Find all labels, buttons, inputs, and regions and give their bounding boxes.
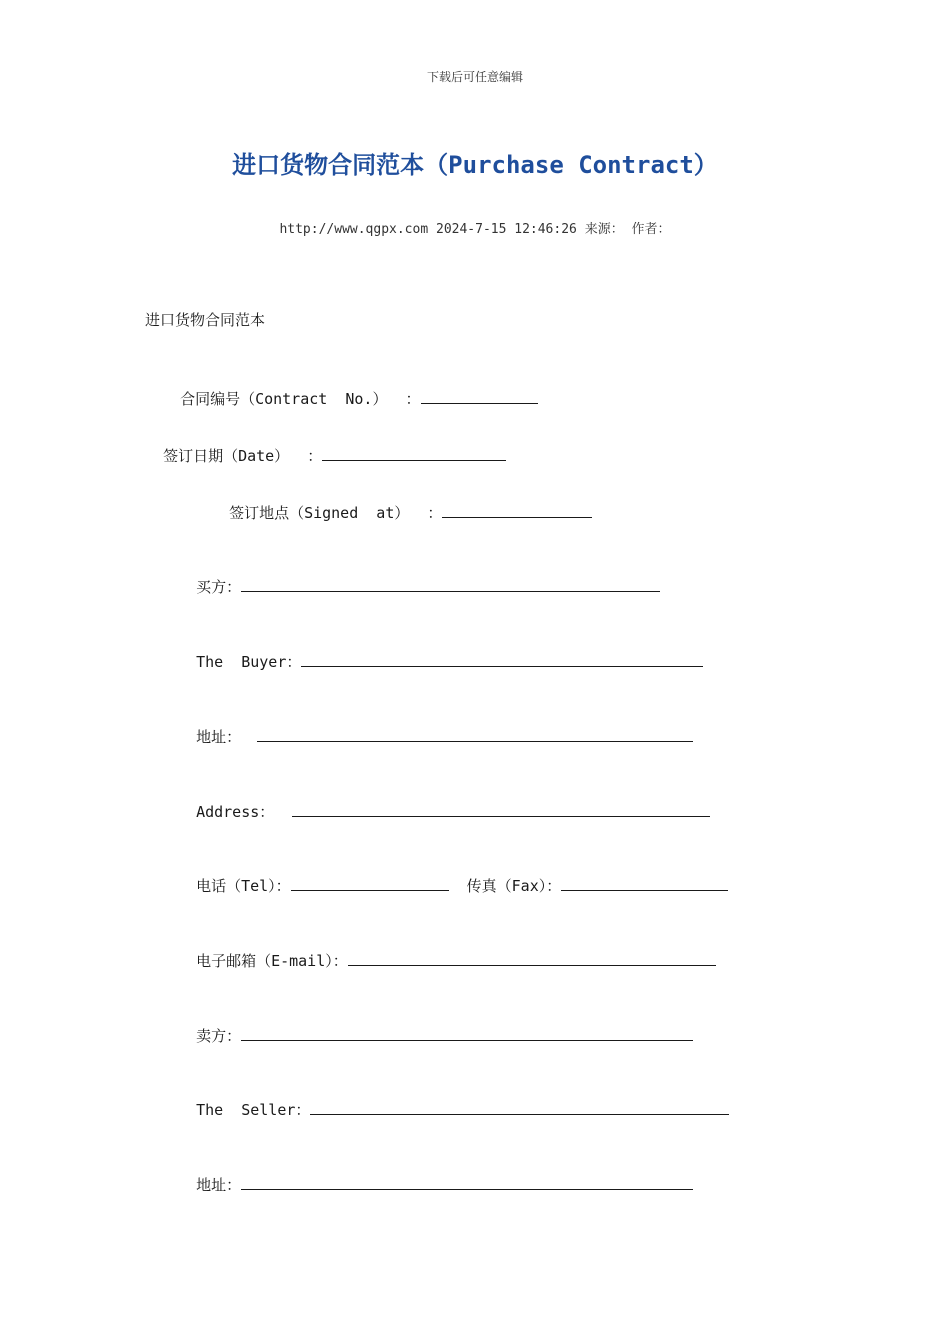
fax-label: 传真（Fax）： (466, 877, 562, 895)
seller-cn-label: 卖方： (196, 1027, 242, 1045)
email-label: 电子邮箱（E-mail）： (196, 952, 348, 970)
buyer-en-label: The Buyer： (196, 653, 302, 671)
buyer-address-en-field[interactable] (292, 800, 710, 817)
buyer-cn-row (178, 555, 660, 597)
signed-at-field[interactable] (442, 501, 592, 518)
contract-no-row (162, 367, 538, 409)
header-note: 下载后可任意编辑 (426, 70, 523, 84)
signed-at-row (211, 481, 592, 523)
date-label: 签订日期（Date） ： (163, 447, 323, 465)
date-row (145, 424, 506, 466)
seller-en-row (178, 1078, 729, 1120)
buyer-en-field[interactable] (301, 650, 703, 667)
signed-at-label: 签订地点（Signed at） ： (229, 504, 443, 522)
seller-address-cn-field[interactable] (241, 1173, 693, 1190)
buyer-address-en-row (178, 780, 710, 822)
contract-no-field[interactable] (421, 387, 538, 404)
buyer-address-cn-field[interactable] (257, 725, 693, 742)
fax-field[interactable] (561, 874, 728, 891)
buyer-address-cn-label: 地址： (196, 728, 242, 746)
date-field[interactable] (322, 444, 506, 461)
buyer-address-en-label: Address： (196, 803, 275, 821)
document-heading: 进口货物合同范本 (145, 311, 266, 329)
email-row (178, 929, 716, 971)
email-field[interactable] (348, 949, 716, 966)
source-meta: http://www.qgpx.com 2024-7-15 12:46:26 来源： 作者： (279, 222, 671, 237)
tel-label: 电话（Tel）： (196, 877, 291, 895)
page-title: 进口货物合同范本（Purchase Contract） (232, 151, 718, 179)
tel-field[interactable] (291, 874, 449, 891)
seller-en-label: The Seller： (196, 1101, 311, 1119)
buyer-cn-field[interactable] (241, 575, 660, 592)
seller-address-cn-row (178, 1153, 693, 1195)
buyer-en-row (178, 630, 703, 672)
seller-address-cn-label: 地址： (196, 1176, 242, 1194)
contract-no-label: 合同编号（Contract No.） ： (180, 390, 421, 408)
buyer-cn-label: 买方： (196, 578, 242, 596)
buyer-address-cn-row (178, 705, 693, 747)
seller-cn-row (178, 1004, 693, 1046)
seller-en-field[interactable] (310, 1098, 729, 1115)
seller-cn-field[interactable] (241, 1024, 693, 1041)
tel-fax-row (178, 854, 728, 896)
